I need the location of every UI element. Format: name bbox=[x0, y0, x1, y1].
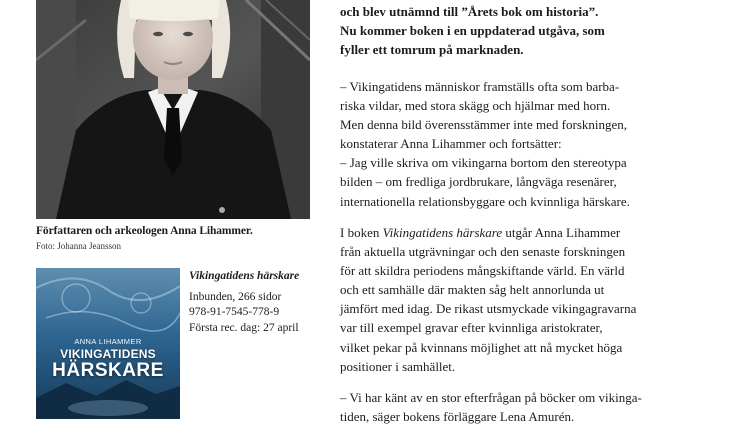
paragraph-line: och ett samhälle där makten såg helt annorlunda ut bbox=[340, 282, 605, 298]
paragraph-line: konstaterar Anna Lihammer och fortsätter: bbox=[340, 136, 562, 152]
book-cover bbox=[36, 268, 180, 419]
paragraph-line: – Vikingatidens människor framställs ofta som barba- bbox=[340, 79, 620, 94]
article-paragraph-3 bbox=[340, 388, 642, 426]
paragraph-text: utgår Anna Lihammer bbox=[502, 225, 621, 240]
book-cover-title-line2: HÄRSKARE bbox=[52, 360, 164, 381]
paragraph-line: riska vildar, med stora skägg och hjälmar med horn. bbox=[340, 98, 611, 114]
article-paragraph-1 bbox=[340, 77, 630, 211]
book-release-date: Första rec. dag: 27 april bbox=[189, 321, 299, 334]
paragraph-line: positioner i samhället. bbox=[340, 358, 456, 374]
paragraph-line: tiden, säger bokens förläggare Lena Amurén. bbox=[340, 409, 575, 425]
paragraph-line: från aktuella utgrävningar och den senaste forskningen bbox=[340, 244, 626, 260]
paragraph-line: – Vi har känt av en stor efterfrågan på böcker om vikinga- bbox=[340, 390, 642, 405]
paragraph-line: för att skildra periodens mångskiftande värld. En värld bbox=[340, 263, 625, 279]
book-cover-author: ANNA LIHAMMER bbox=[74, 337, 142, 346]
paragraph-line bbox=[340, 223, 636, 242]
book-info bbox=[189, 269, 329, 336]
paragraph-line: vilket pekar på kvinnans möjlighet att nå mycket höga bbox=[340, 339, 623, 355]
photo-caption: Författaren och arkeologen Anna Lihammer. bbox=[36, 225, 253, 237]
photo-credit: Foto: Johanna Jeansson bbox=[36, 241, 121, 251]
paragraph-line: – Jag ville skriva om vikingarna bortom den stereotypa bbox=[340, 155, 627, 171]
paragraph-line: var till exempel gravar efter kvinnliga aristokrater, bbox=[340, 320, 603, 336]
book-format: Inbunden, 266 sidor bbox=[189, 290, 282, 303]
book-cover-title-line1: VIKINGATIDENS bbox=[60, 347, 156, 361]
book-title-inline: Vikingatidens härskare bbox=[382, 225, 503, 240]
paragraph-line: jämfört med idag. De rikast utsmyckade vikingagravarna bbox=[340, 301, 637, 317]
lead-line: fyller ett tomrum på marknaden. bbox=[340, 42, 524, 58]
article-paragraph-2 bbox=[340, 223, 636, 376]
author-photo bbox=[36, 0, 310, 219]
paragraph-line: bilden – om fredliga jordbrukare, långväga resenärer, bbox=[340, 174, 617, 190]
book-title: Vikingatidens härskare bbox=[189, 270, 300, 282]
lead-line: och blev utnämnd till ”Årets bok om historia”. bbox=[340, 4, 599, 19]
book-isbn: 978-91-7545-778-9 bbox=[189, 306, 280, 318]
article-lead bbox=[340, 2, 605, 59]
lead-line: Nu kommer boken i en uppdaterad utgåva, som bbox=[340, 23, 605, 39]
paragraph-line: Men denna bild överensstämmer inte med forskningen, bbox=[340, 117, 628, 133]
paragraph-line: internationella relationsbyggare och kvinnliga härskare. bbox=[340, 193, 630, 209]
author-portrait-image bbox=[36, 0, 310, 219]
paragraph-text: I boken bbox=[340, 225, 383, 240]
